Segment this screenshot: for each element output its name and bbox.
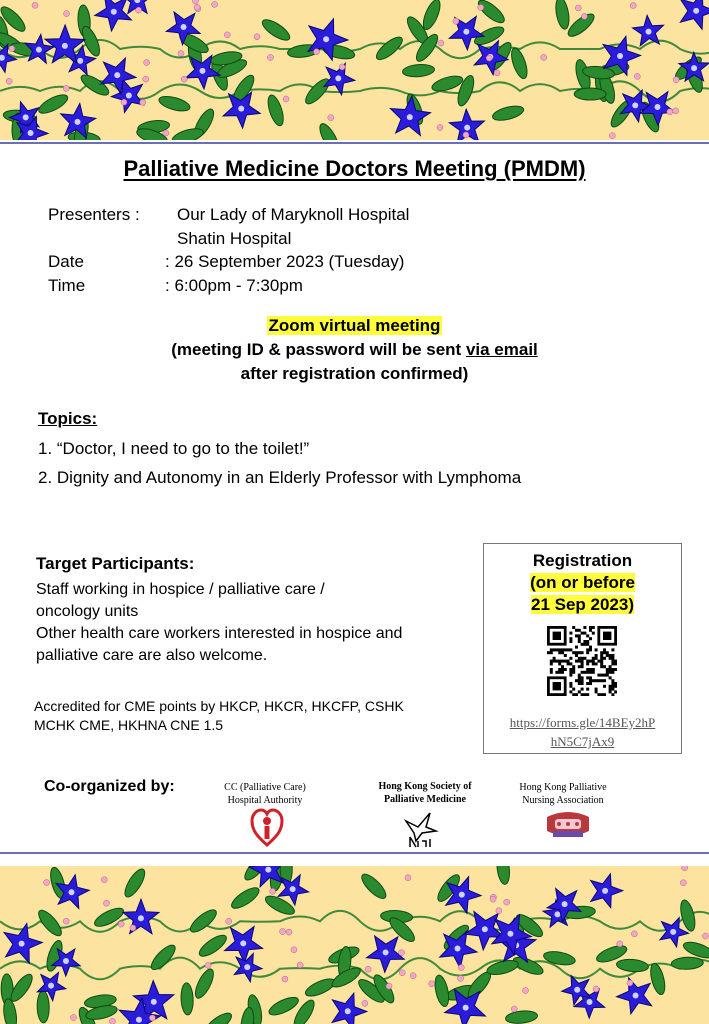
registration-deadline-date: 21 Sep 2023) (530, 595, 634, 614)
topics-heading: Topics: (38, 409, 98, 428)
participants-text (36, 579, 476, 667)
org-name: Hong Kong Society of (378, 781, 472, 792)
cme-line: Accredited for CME points by HKCP, HKCR, HKCFP, CSHK (34, 698, 404, 714)
participants-heading: Target Participants: (36, 554, 195, 573)
registration-link-part: hN5C7jAx9 (550, 734, 615, 749)
zoom-line2: (meeting ID & password will be sent (171, 340, 466, 359)
registration-link-part: https://forms.gle/14BEy2hP (509, 715, 656, 730)
presenter-1: Our Lady of Maryknoll Hospital (177, 205, 410, 224)
page-title: Palliative Medicine Doctors Meeting (PMDM) (123, 156, 586, 181)
hospital-authority-logo (250, 807, 284, 852)
org-hospital-authority (200, 781, 330, 807)
qr-code[interactable] (547, 626, 617, 696)
registration-link[interactable] (483, 713, 682, 751)
floral-banner-bottom (0, 866, 709, 1024)
zoom-info (0, 314, 709, 386)
cme-line: MCHK CME, HKHNA CNE 1.5 (34, 717, 224, 733)
participants-line: Other health care workers interested in hospice and (36, 625, 403, 642)
cme-accreditation (34, 697, 454, 735)
hkspm-dove-logo (400, 807, 440, 854)
topic-item: 2. Dignity and Autonomy in an Elderly Professor with Lymphoma (38, 468, 522, 487)
org-name: Hospital Authority (227, 795, 303, 806)
date-label: Date (48, 252, 84, 271)
participants-line: palliative care are also welcome. (36, 647, 268, 664)
divider-top (0, 142, 709, 144)
time-label: Time (48, 276, 86, 295)
participants-line: oncology units (36, 603, 139, 620)
presenter-2: Shatin Hospital (177, 229, 292, 248)
divider-bottom (0, 852, 709, 854)
org-name: Nursing Association (522, 795, 604, 806)
registration-title: Registration (532, 551, 633, 570)
registration-heading (483, 550, 682, 616)
topic-item: 1. “Doctor, I need to go to the toilet!” (38, 439, 310, 458)
participants-line: Staff working in hospice / palliative care / (36, 581, 325, 598)
time-value: : 6:00pm - 7:30pm (165, 276, 303, 295)
org-name: CC (Palliative Care) (224, 782, 306, 793)
via-email-link: via email (465, 340, 538, 359)
date-value: : 26 September 2023 (Tuesday) (165, 252, 405, 271)
presenters-label: Presenters : (48, 205, 140, 224)
org-name: Palliative Medicine (384, 794, 466, 805)
coorganized-label: Co-organized by: (44, 778, 175, 795)
org-name: Hong Kong Palliative (519, 782, 607, 793)
org-hkpna (503, 781, 623, 807)
registration-deadline: (on or before (530, 573, 635, 592)
floral-banner-top (0, 0, 709, 140)
org-hkspm (360, 780, 490, 806)
zoom-heading: Zoom virtual meeting (268, 316, 441, 335)
hkpna-logo (543, 809, 593, 850)
zoom-line3: after registration confirmed) (240, 364, 469, 383)
